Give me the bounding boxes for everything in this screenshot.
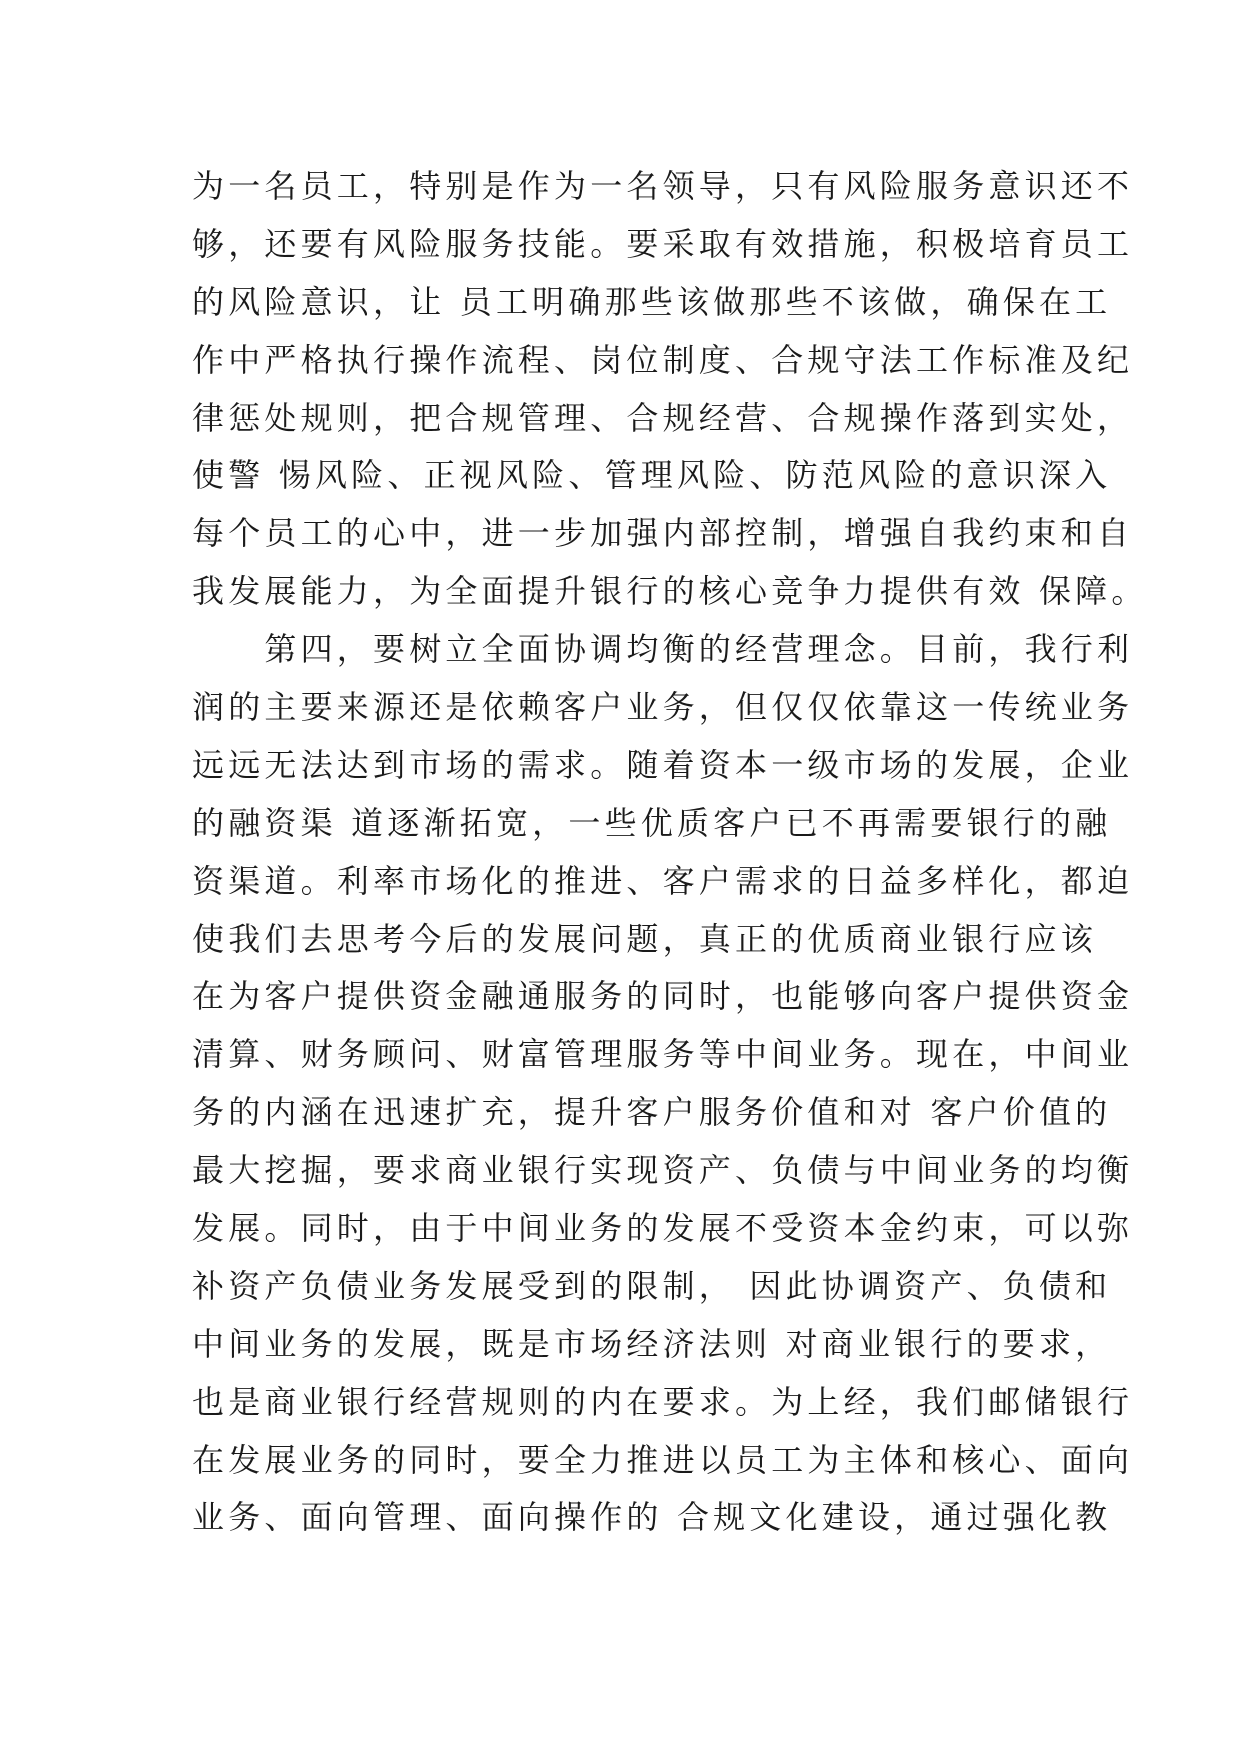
text-line: 远远无法达到市场的需求。随着资本一级市场的发展，企业 bbox=[192, 745, 1134, 784]
text-line: 我发展能力，为全面提升银行的核心竞争力提供有效 保障。 bbox=[192, 572, 1148, 611]
text-line: 中间业务的发展，既是市场经济法则 对商业银行的要求， bbox=[192, 1324, 1112, 1363]
text-line: 也是商业银行经营规则的内在要求。为上经，我们邮储银行 bbox=[192, 1382, 1134, 1421]
text-line: 律惩处规则，把合规管理、合规经营、合规操作落到实处， bbox=[192, 398, 1134, 437]
text-line: 为一名员工，特别是作为一名领导，只有风险服务意识还不 bbox=[192, 167, 1134, 205]
text-line: 每个员工的心中，进一步加强内部控制，增强自我约束和自 bbox=[192, 514, 1134, 553]
text-line: 在为客户提供资金融通服务的同时，也能够向客户提供资金 bbox=[192, 977, 1134, 1016]
text-line: 发展。同时，由于中间业务的发展不受资本金约束，可以弥 bbox=[192, 1209, 1134, 1248]
text-line: 润的主要来源还是依赖客户业务，但仅仅依靠这一传统业务 bbox=[192, 688, 1134, 727]
text-line: 使警 惕风险、正视风险、管理风险、防范风险的意识深入 bbox=[192, 456, 1112, 495]
text-line: 清算、财务顾问、财富管理服务等中间业务。现在，中间业 bbox=[192, 1035, 1134, 1074]
text-line: 作中严格执行操作流程、岗位制度、合规守法工作标准及纪 bbox=[192, 340, 1134, 379]
text-line: 在发展业务的同时，要全力推进以员工为主体和核心、面向 bbox=[192, 1440, 1134, 1479]
text-line: 的融资渠 道逐渐拓宽，一些优质客户已不再需要银行的融 bbox=[192, 803, 1112, 842]
text-line: 使我们去思考今后的发展问题，真正的优质商业银行应该 bbox=[192, 919, 1098, 958]
paragraph-start-line: 第四，要树立全面协调均衡的经营理念。目前，我行利 bbox=[192, 630, 1134, 669]
text-line: 务的内涵在迅速扩充，提升客户服务价值和对 客户价值的 bbox=[192, 1093, 1112, 1132]
text-line: 业务、面向管理、面向操作的 合规文化建设，通过强化教 bbox=[192, 1498, 1112, 1537]
text-line: 够，还要有风险服务技能。要采取有效措施，积极培育员工 bbox=[192, 224, 1134, 263]
text-line: 最大挖掘，要求商业银行实现资产、负债与中间业务的均衡 bbox=[192, 1151, 1134, 1190]
text-line: 补资产负债业务发展受到的限制， 因此协调资产、负债和 bbox=[192, 1266, 1112, 1305]
body-text bbox=[192, 158, 1148, 1547]
text-line: 的风险意识，让 员工明确那些该做那些不该做，确保在工 bbox=[192, 282, 1112, 321]
text-line: 资渠道。利率市场化的推进、客户需求的日益多样化，都迫 bbox=[192, 861, 1134, 900]
